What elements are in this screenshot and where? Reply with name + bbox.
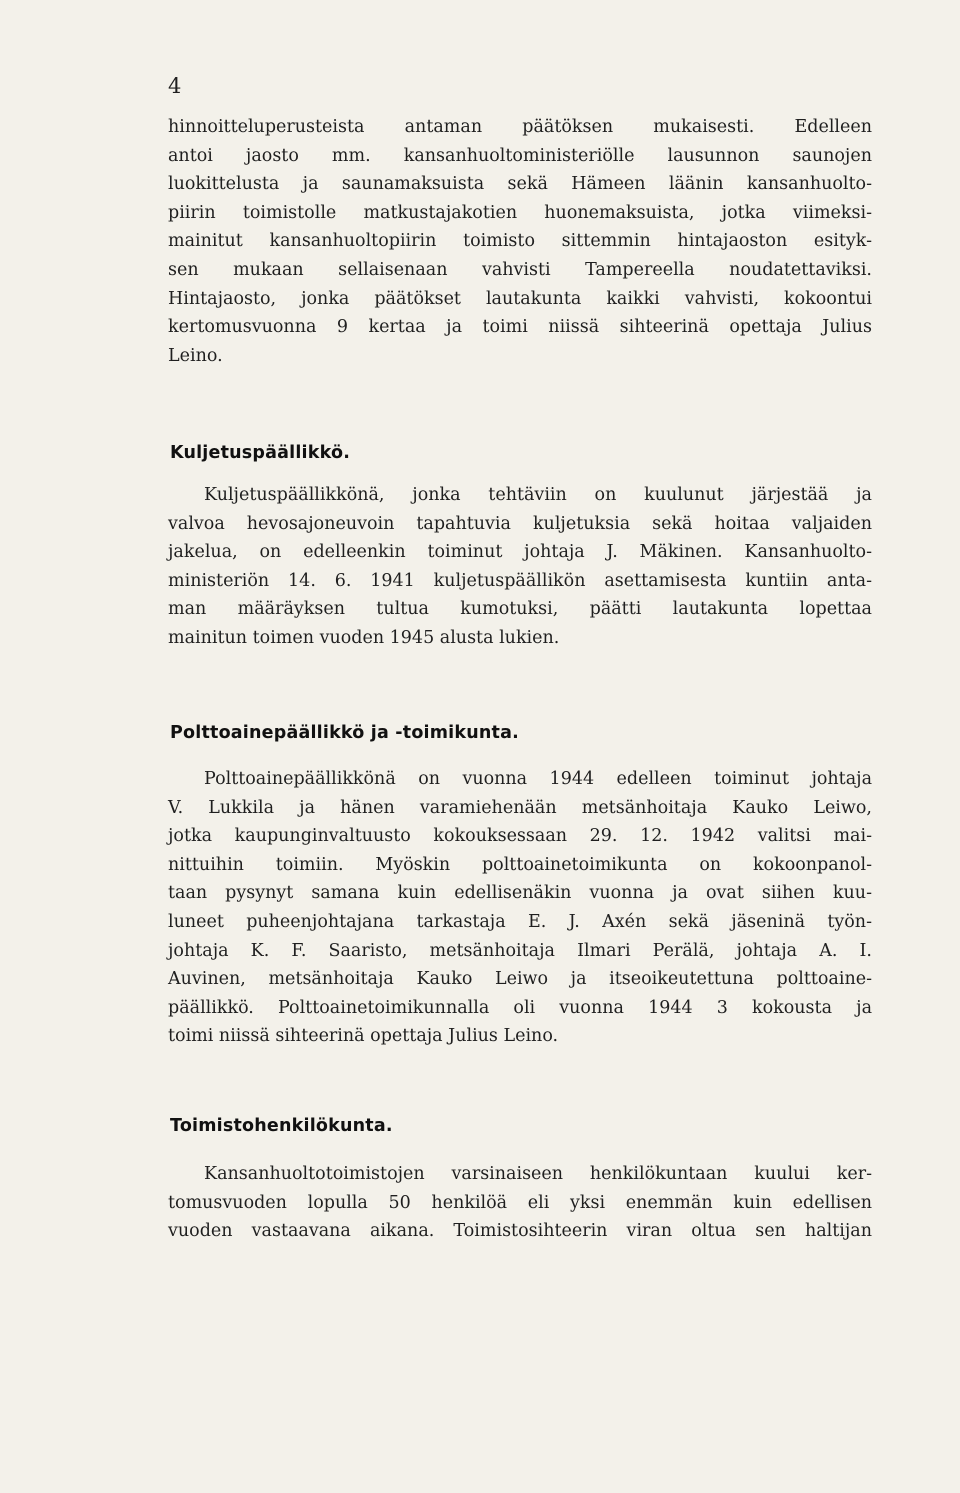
text-line: valvoa hevosajoneuvoin tapahtuvia kuljetuksia sekä hoitaa valjaiden	[168, 513, 872, 534]
text-line: ministeriön 14. 6. 1941 kuljetuspäällikön asettamisesta kuntiin anta-	[168, 570, 872, 591]
text-line: hinnoitteluperusteista antaman päätöksen mukaisesti. Edelleen	[168, 117, 872, 137]
page-number: 4	[168, 74, 182, 98]
paragraph-kuljetuspaallikko	[168, 481, 872, 653]
text-line: V. Lukkila ja hänen varamiehenään metsänhoitaja Kauko Leiwo,	[168, 797, 872, 818]
text-line: man määräyksen tultua kumotuksi, päätti lautakunta lopettaa	[168, 599, 872, 620]
text-line: Hintajaosto, jonka päätökset lautakunta kaikki vahvisti, kokoontui	[168, 288, 872, 309]
text-line: sen mukaan sellaisenaan vahvisti Tampereella noudatettaviksi.	[168, 259, 872, 280]
section-heading-polttoainepaallikko: Polttoainepäällikkö ja -toimikunta.	[170, 723, 519, 743]
paragraph-toimistohenkilokunta	[168, 1160, 872, 1246]
text-line: mainitun toimen vuoden 1945 alusta lukien.	[168, 627, 560, 648]
text-line: luokittelusta ja saunamaksuista sekä Hämeen läänin kansanhuolto-	[168, 174, 872, 195]
text-line: kertomusvuonna 9 kertaa ja toimi niissä sihteerinä opettaja Julius	[168, 317, 872, 338]
section-heading-kuljetuspaallikko: Kuljetuspäällikkö.	[170, 443, 351, 463]
section-heading-toimistohenkilokunta: Toimistohenkilökunta.	[170, 1116, 393, 1136]
text-line: Kansanhuoltotoimistojen varsinaiseen henkilökuntaan kuului ker-	[204, 1164, 872, 1184]
text-line: Polttoainepäällikkönä on vuonna 1944 edelleen toiminut johtaja	[204, 769, 872, 789]
text-line: piirin toimistolle matkustajakotien huonemaksuista, jotka viimeksi-	[168, 202, 872, 223]
text-line: nittuihin toimiin. Myöskin polttoainetoimikunta on kokoonpanol-	[168, 854, 872, 875]
text-line: vuoden vastaavana aikana. Toimistosihteerin viran oltua sen haltijan	[168, 1221, 872, 1242]
text-line: Kuljetuspäällikkönä, jonka tehtäviin on kuulunut järjestää ja	[204, 485, 872, 505]
text-line: antoi jaosto mm. kansanhuoltoministeriölle lausunnon saunojen	[168, 145, 872, 166]
text-line: taan pysynyt samana kuin edellisenäkin vuonna ja ovat siihen kuu-	[168, 883, 872, 904]
text-line: jakelua, on edelleenkin toiminut johtaja J. Mäkinen. Kansanhuolto-	[168, 542, 872, 563]
text-line: luneet puheenjohtajana tarkastaja E. J. Axén sekä jäseninä työn-	[168, 911, 872, 932]
text-line: johtaja K. F. Saaristo, metsänhoitaja Ilmari Perälä, johtaja A. I.	[168, 940, 872, 961]
paragraph-hintajaosto	[168, 113, 872, 370]
paragraph-polttoainepaallikko	[168, 765, 872, 1051]
text-line: päällikkö. Polttoainetoimikunnalla oli vuonna 1944 3 kokousta ja	[168, 997, 872, 1018]
text-line: jotka kaupunginvaltuusto kokouksessaan 29. 12. 1942 valitsi mai-	[168, 826, 872, 847]
text-line: tomusvuoden lopulla 50 henkilöä eli yksi enemmän kuin edellisen	[168, 1192, 872, 1213]
text-line: toimi niissä sihteerinä opettaja Julius Leino.	[168, 1026, 559, 1047]
text-line: Leino.	[168, 345, 223, 366]
text-line: Auvinen, metsänhoitaja Kauko Leiwo ja itseoikeutettuna polttoaine-	[168, 969, 872, 990]
text-line: mainitut kansanhuoltopiirin toimisto sittemmin hintajaoston esityk-	[168, 231, 872, 252]
